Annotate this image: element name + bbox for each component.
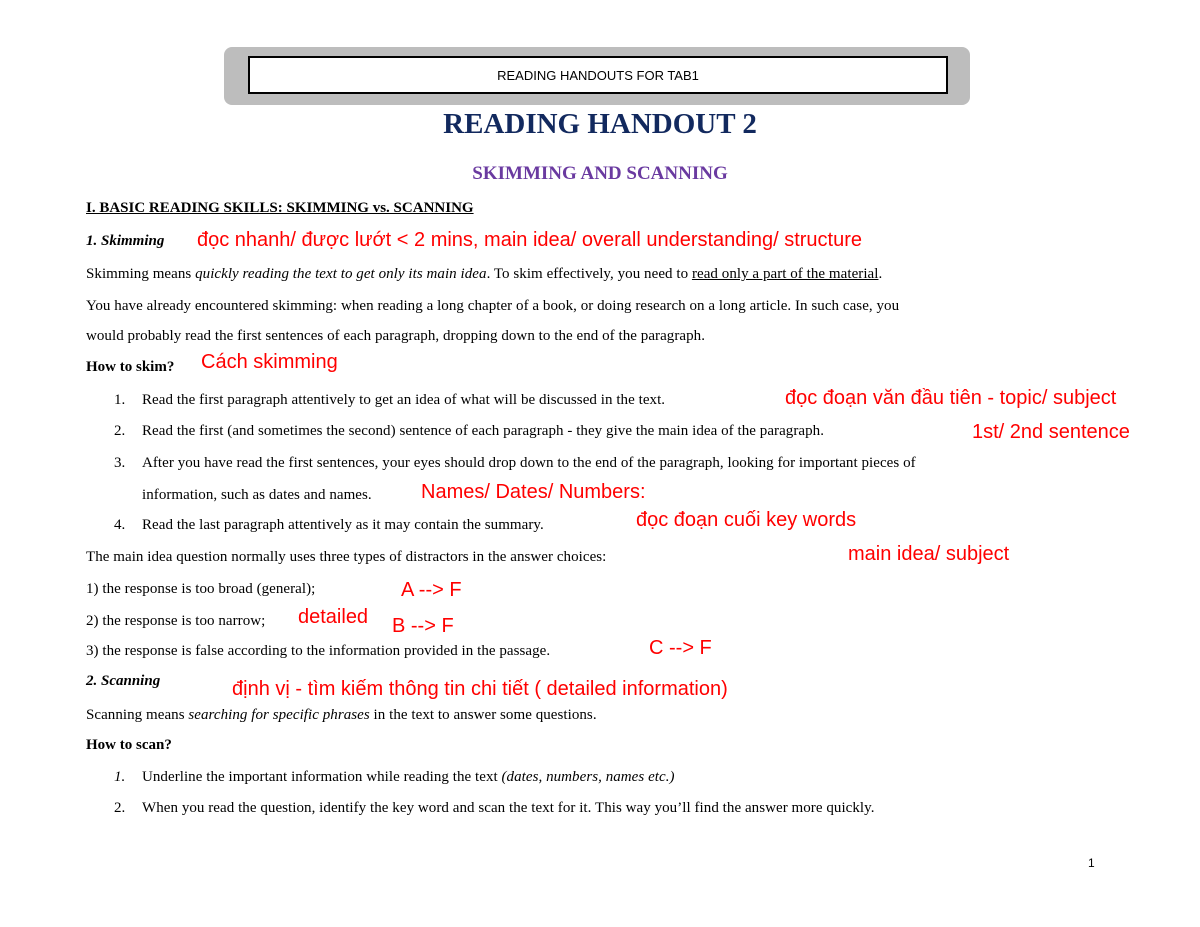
def-underline: read only a part of the material <box>691 266 879 282</box>
list-item <box>114 421 824 441</box>
list-number: 3. <box>114 455 126 471</box>
distractor-item: 1) the response is too broad (general); <box>86 581 316 597</box>
header-frame <box>224 47 970 105</box>
list-item <box>114 390 665 410</box>
def-text: Scanning means <box>86 707 189 723</box>
list-text: Read the first (and sometimes the second) sentence of each paragraph - they give the main idea of the paragraph. <box>142 423 824 439</box>
step-note: 1st/ 2nd sentence <box>972 421 1130 443</box>
skimming-note: đọc nhanh/ được lướt < 2 mins, main idea/ overall understanding/ structure <box>197 229 863 251</box>
def-text: in the text to answer some questions. <box>369 707 597 723</box>
page-subtitle: SKIMMING AND SCANNING <box>472 163 728 184</box>
list-number: 2. <box>114 423 126 439</box>
distractor-detail-note: detailed <box>298 606 369 628</box>
step-note: đọc đoạn cuối key words <box>636 509 857 531</box>
def-italic: searching for specific phrases <box>188 707 370 723</box>
step-note: Names/ Dates/ Numbers: <box>421 481 646 503</box>
list-item <box>114 515 544 535</box>
list-number: 1. <box>114 392 126 408</box>
list-item-continuation: information, such as dates and names. <box>142 487 372 503</box>
list-item <box>114 453 916 473</box>
def-text: . <box>878 266 883 282</box>
distractor-intro: The main idea question normally uses three types of distractors in the answer choices: <box>86 549 607 565</box>
section-heading: I. BASIC READING SKILLS: SKIMMING vs. SCANNING <box>86 200 474 216</box>
header-box: READING HANDOUTS FOR TAB1 <box>248 56 948 94</box>
skimming-heading: 1. Skimming <box>86 233 165 249</box>
how-to-scan-heading: How to scan? <box>86 737 172 753</box>
list-number: 2. <box>114 800 126 816</box>
step-note: đọc đoạn văn đầu tiên - topic/ subject <box>785 387 1117 409</box>
skimming-definition <box>86 264 882 284</box>
list-number: 1. <box>114 769 126 785</box>
list-text: When you read the question, identify the key word and scan the text for it. This way you’ll find the answer more quickly. <box>142 800 875 816</box>
list-text: Read the last paragraph attentively as it may contain the summary. <box>142 517 544 533</box>
def-text: Skimming means <box>86 266 196 282</box>
distractor-mark: A --> F <box>401 579 462 601</box>
how-to-skim-note: Cách skimming <box>201 351 338 373</box>
page-number: 1 <box>1088 856 1095 870</box>
list-text-italic: (dates, numbers, names etc.) <box>501 769 675 785</box>
list-text: Underline the important information while reading the text <box>142 769 502 785</box>
distractor-note: main idea/ subject <box>848 543 1010 565</box>
distractor-mark: C --> F <box>649 637 712 659</box>
scanning-heading: 2. Scanning <box>86 673 161 689</box>
list-text: After you have read the first sentences, your eyes should drop down to the end of the paragraph, looking for important pieces of <box>142 455 916 471</box>
distractor-item: 2) the response is too narrow; <box>86 613 266 629</box>
distractor-item: 3) the response is false according to the information provided in the passage. <box>86 643 551 659</box>
list-item <box>114 798 875 818</box>
def-italic: quickly reading the text to get only its main idea <box>195 266 487 282</box>
list-item <box>114 767 675 787</box>
skimming-paragraph-line: would probably read the first sentences of each paragraph, dropping down to the end of the paragraph. <box>86 328 706 344</box>
scanning-note: định vị - tìm kiếm thông tin chi tiết ( detailed information) <box>232 678 728 700</box>
list-number: 4. <box>114 517 126 533</box>
scanning-definition <box>86 705 597 725</box>
list-text: Read the first paragraph attentively to get an idea of what will be discussed in the text. <box>142 392 666 408</box>
distractor-mark: B --> F <box>392 615 454 637</box>
how-to-skim-heading: How to skim? <box>86 359 175 375</box>
page-title: READING HANDOUT 2 <box>443 108 757 140</box>
skimming-paragraph-line: You have already encountered skimming: when reading a long chapter of a book, or doing research on a long article. In such case, you <box>86 298 900 314</box>
def-text: . To skim effectively, you need to <box>486 266 692 282</box>
